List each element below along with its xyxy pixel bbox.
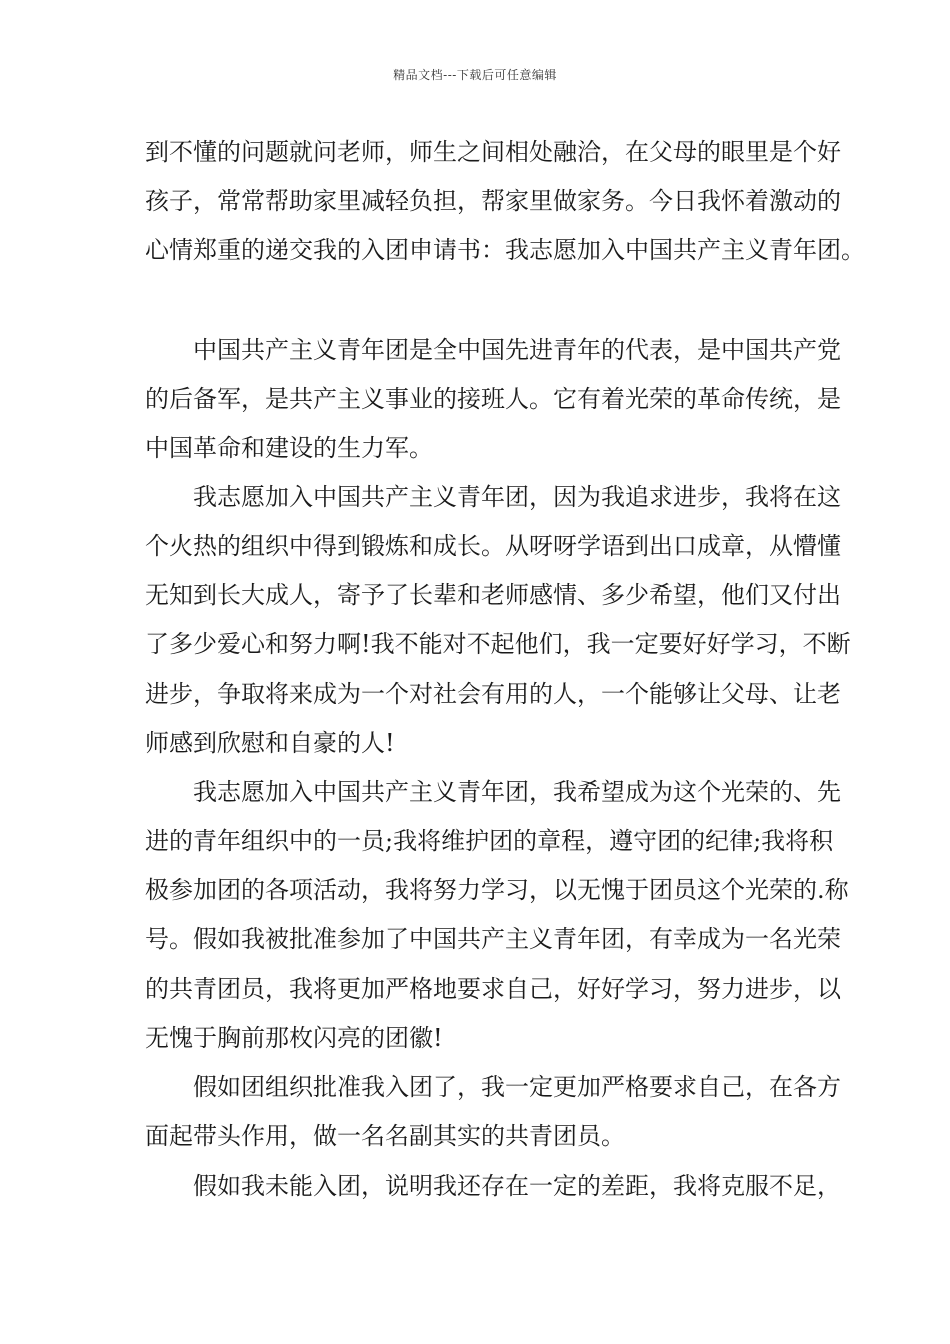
text-line: 心情郑重的递交我的入团申请书：我志愿加入中国共产主义青年团。 — [145, 236, 865, 264]
text-line: 进步，争取将来成为一个对社会有用的人，一个能够让父母、让老 — [145, 680, 841, 708]
text-line: 孩子，常常帮助家里减轻负担，帮家里做家务。今日我怀着激动的 — [145, 187, 841, 215]
text-line: 极参加团的各项活动，我将努力学习，以无愧于团员这个光荣的.称 — [145, 876, 849, 904]
text-line: 无愧于胸前那枚闪亮的团徽! — [145, 1024, 443, 1052]
text-line: 了多少爱心和努力啊!我不能对不起他们，我一定要好好学习，不断 — [145, 630, 851, 658]
text-line: 个火热的组织中得到锻炼和成长。从呀呀学语到出口成章，从懵懂 — [145, 532, 841, 560]
text-line: 的后备军，是共产主义事业的接班人。它有着光荣的革命传统，是 — [145, 385, 841, 413]
text-line: 中国革命和建设的生力军。 — [145, 434, 433, 462]
text-line: 师感到欣慰和自豪的人! — [145, 729, 395, 757]
text-line: 到不懂的问题就问老师，师生之间相处融洽，在父母的眼里是个好 — [145, 138, 841, 166]
page-header: 精品文档---下载后可任意编辑 — [393, 68, 557, 82]
text-line: 进的青年组织中的一员;我将维护团的章程，遵守团的纪律;我将积 — [145, 827, 834, 855]
text-line: 的共青团员，我将更加严格地要求自己，好好学习，努力进步，以 — [145, 975, 841, 1003]
text-line: 号。假如我被批准参加了中国共产主义青年团，有幸成为一名光荣 — [145, 925, 841, 953]
text-line: 无知到长大成人，寄予了长辈和老师感情、多少希望，他们又付出 — [145, 581, 841, 609]
text-line: 我志愿加入中国共产主义青年团，因为我追求进步，我将在这 — [193, 483, 841, 511]
text-line: 假如我未能入团，说明我还存在一定的差距，我将克服不足， — [193, 1172, 841, 1200]
text-line: 假如团组织批准我入团了，我一定更加严格要求自己，在各方 — [193, 1073, 841, 1101]
text-line: 我志愿加入中国共产主义青年团，我希望成为这个光荣的、先 — [193, 778, 841, 806]
text-line: 面起带头作用，做一名名副其实的共青团员。 — [145, 1122, 625, 1150]
text-line: 中国共产主义青年团是全中国先进青年的代表，是中国共产党 — [193, 336, 841, 364]
